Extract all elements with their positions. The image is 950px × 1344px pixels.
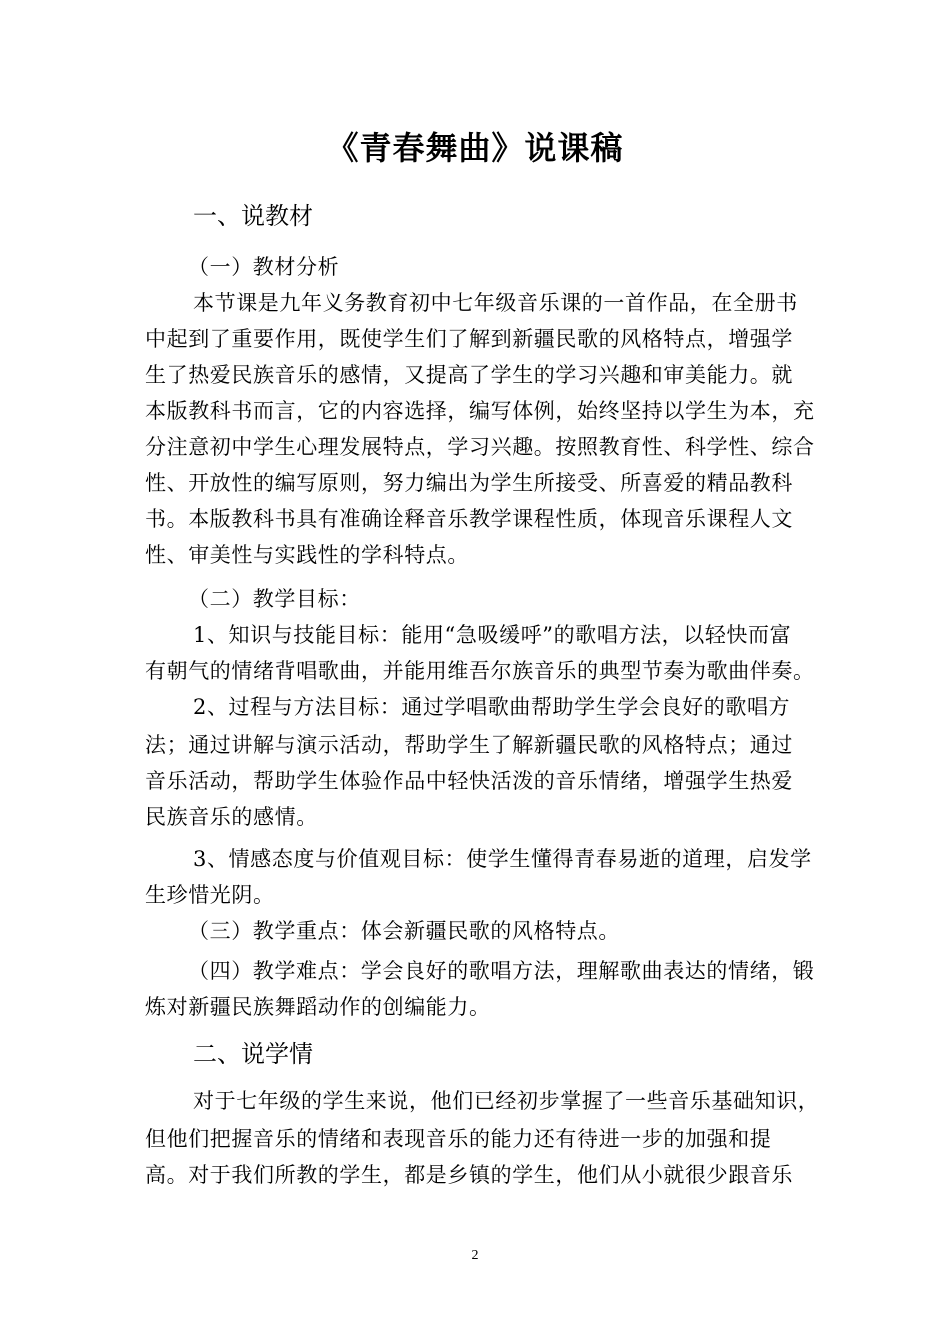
paragraph-line: 炼对新疆民族舞蹈动作的创编能力。 [145,995,491,1019]
goal-line: 1、知识与技能目标：能用“急吸缓呼”的歌唱方法，以轻快而富 [193,623,792,647]
paragraph-line: 性、开放性的编写原则，努力编出为学生所接受、所喜爱的精品教科 [145,471,793,495]
page-number: 2 [471,1248,479,1263]
goal-line: 有朝气的情绪背唱歌曲，并能用维吾尔族音乐的典型节奏为歌曲伴奏。 [145,659,815,683]
section-heading-learners: 二、说学情 [193,1040,313,1068]
paragraph-line: 生了热爱民族音乐的感情，又提高了学生的学习兴趣和审美能力。就 [145,363,793,387]
paragraph-line: 中起到了重要作用，既使学生们了解到新疆民歌的风格特点，增强学 [145,327,793,351]
goal-line: 2、过程与方法目标：通过学唱歌曲帮助学生学会良好的歌唱方 [193,695,791,719]
document-title: 《青春舞曲》说课稿 [326,129,624,167]
subheading-key-points: （三）教学重点：体会新疆民歌的风格特点。 [188,919,620,943]
section-heading-textbook: 一、说教材 [193,202,313,230]
paragraph-line: 性、审美性与实践性的学科特点。 [145,543,469,567]
subheading-textbook-analysis: （一）教材分析 [188,255,340,279]
paragraph-line: 分注意初中学生心理发展特点，学习兴趣。按照教育性、科学性、综合 [145,435,815,459]
paragraph-line: 本节课是九年义务教育初中七年级音乐课的一首作品，在全册书 [193,291,798,315]
subheading-teaching-goals: （二）教学目标： [188,587,361,611]
goal-line: 音乐活动，帮助学生体验作品中轻快活泼的音乐情绪，增强学生热爱 [145,769,793,793]
paragraph-line: 对于七年级的学生来说，他们已经初步掌握了一些音乐基础知识， [193,1089,820,1113]
paragraph-line: 本版教科书而言，它的内容选择，编写体例，始终坚持以学生为本，充 [145,399,815,423]
goal-line: 3、情感态度与价值观目标：使学生懂得青春易逝的道理，启发学 [193,847,812,871]
goal-line: 生珍惜光阴。 [145,883,275,907]
goal-line: 法；通过讲解与演示活动，帮助学生了解新疆民歌的风格特点；通过 [145,733,793,757]
paragraph-line: 但他们把握音乐的情绪和表现音乐的能力还有待进一步的加强和提 [145,1127,772,1151]
paragraph-line: 高。对于我们所教的学生，都是乡镇的学生，他们从小就很少跟音乐 [145,1163,793,1187]
paragraph-line: 书。本版教科书具有准确诠释音乐教学课程性质，体现音乐课程人文 [145,507,793,531]
subheading-difficulties: （四）教学难点：学会良好的歌唱方法，理解歌曲表达的情绪，锻 [188,959,815,983]
goal-line: 民族音乐的感情。 [145,805,318,829]
